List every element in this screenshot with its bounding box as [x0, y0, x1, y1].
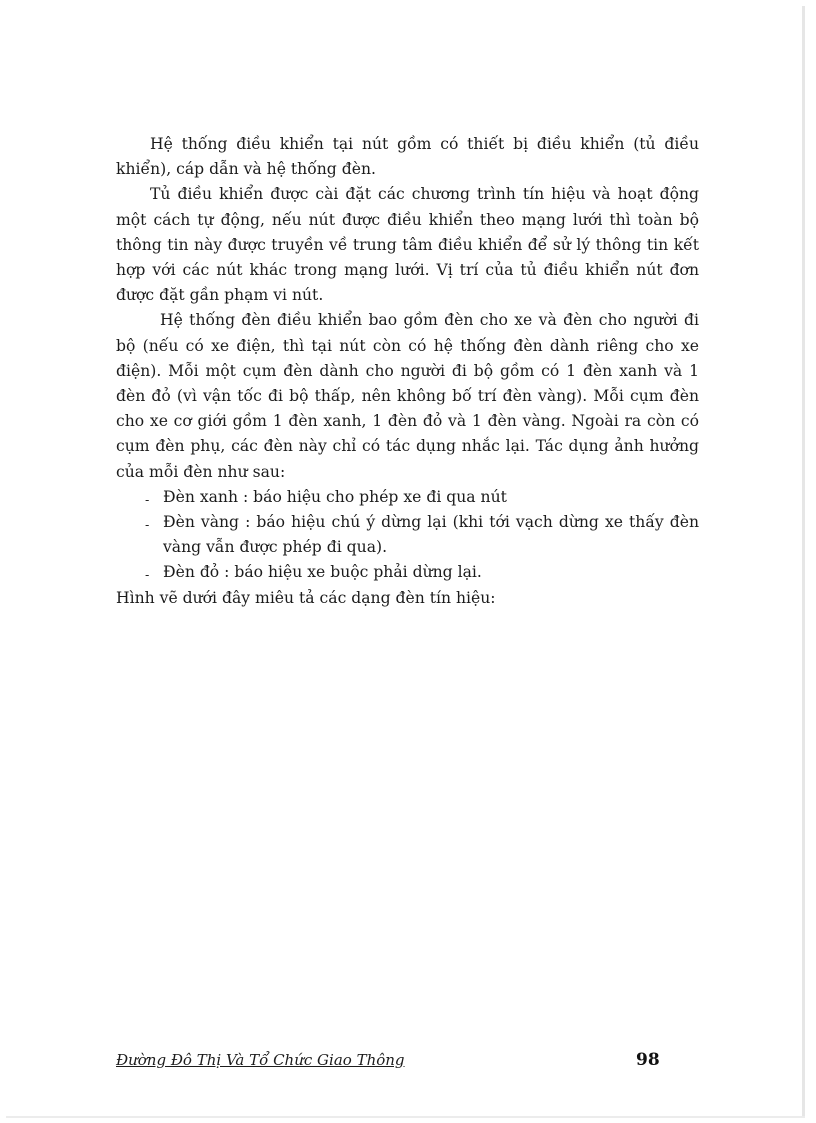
paragraph-control-system: Hệ thống điều khiển tại nút gồm có thiết bị điều khiển (tủ điều khiển), cáp dẫn và hệ thống đèn. [116, 135, 699, 179]
list-item-red-light [116, 560, 699, 585]
footer-book-title: Đường Đô Thị Và Tổ Chức Giao Thông [116, 1051, 405, 1069]
page-edge-shadow-bottom [6, 1116, 805, 1118]
list-item-green-light [116, 485, 699, 510]
list-item-text: Đèn đỏ : báo hiệu xe buộc phải dừng lại. [163, 563, 482, 582]
body-text [116, 132, 699, 611]
page-edge-shadow-right [802, 6, 805, 1118]
paragraph-signal-lights: Hệ thống đèn điều khiển bao gồm đèn cho xe và đèn cho người đi bộ (nếu có xe điện, thì tại nút còn có hệ thống đèn dành riêng cho xe điện). Mỗi một cụm đèn dành cho người đi bộ gồm có 1 đèn xanh và 1 đèn đỏ (vì vận tốc đi bộ thấp, nên không bố trí đèn vàng). Mỗi cụm đèn cho xe cơ giới gồm 1 đèn xanh, 1 đèn đỏ và 1 đèn vàng. Ngoài ra còn có cụm đèn phụ, các đèn này chỉ có tác dụng nhắc lại. Tác dụng ảnh hưởng của mỗi đèn như sau: [116, 311, 699, 481]
paragraph-control-cabinet: Tủ điều khiển được cài đặt các chương trình tín hiệu và hoạt động một cách tự động, nếu nút được điều khiển theo mạng lưới thì toàn bộ thông tin này được truyền về trung tâm điều khiển để sử lý thông tin kết hợp với các nút khác trong mạng lưới. Vị trí của tủ điều khiển nút đơn được đặt gần phạm vi nút. [116, 185, 699, 305]
paragraph-figure-intro: Hình vẽ dưới đây miêu tả các dạng đèn tín hiệu: [116, 588, 496, 607]
list-item-text: Đèn vàng : báo hiệu chú ý dừng lại (khi tới vạch dừng xe thấy đèn vàng vẫn được phép đi qua). [163, 513, 699, 557]
light-meaning-list [116, 485, 699, 586]
page-number: 98 [636, 1050, 660, 1070]
bullet-dash-icon: - [145, 492, 150, 507]
bullet-dash-icon: - [145, 518, 150, 533]
list-item-text: Đèn xanh : báo hiệu cho phép xe đi qua nút [163, 487, 507, 506]
bullet-dash-icon: - [145, 568, 150, 583]
list-item-yellow-light [116, 510, 699, 560]
